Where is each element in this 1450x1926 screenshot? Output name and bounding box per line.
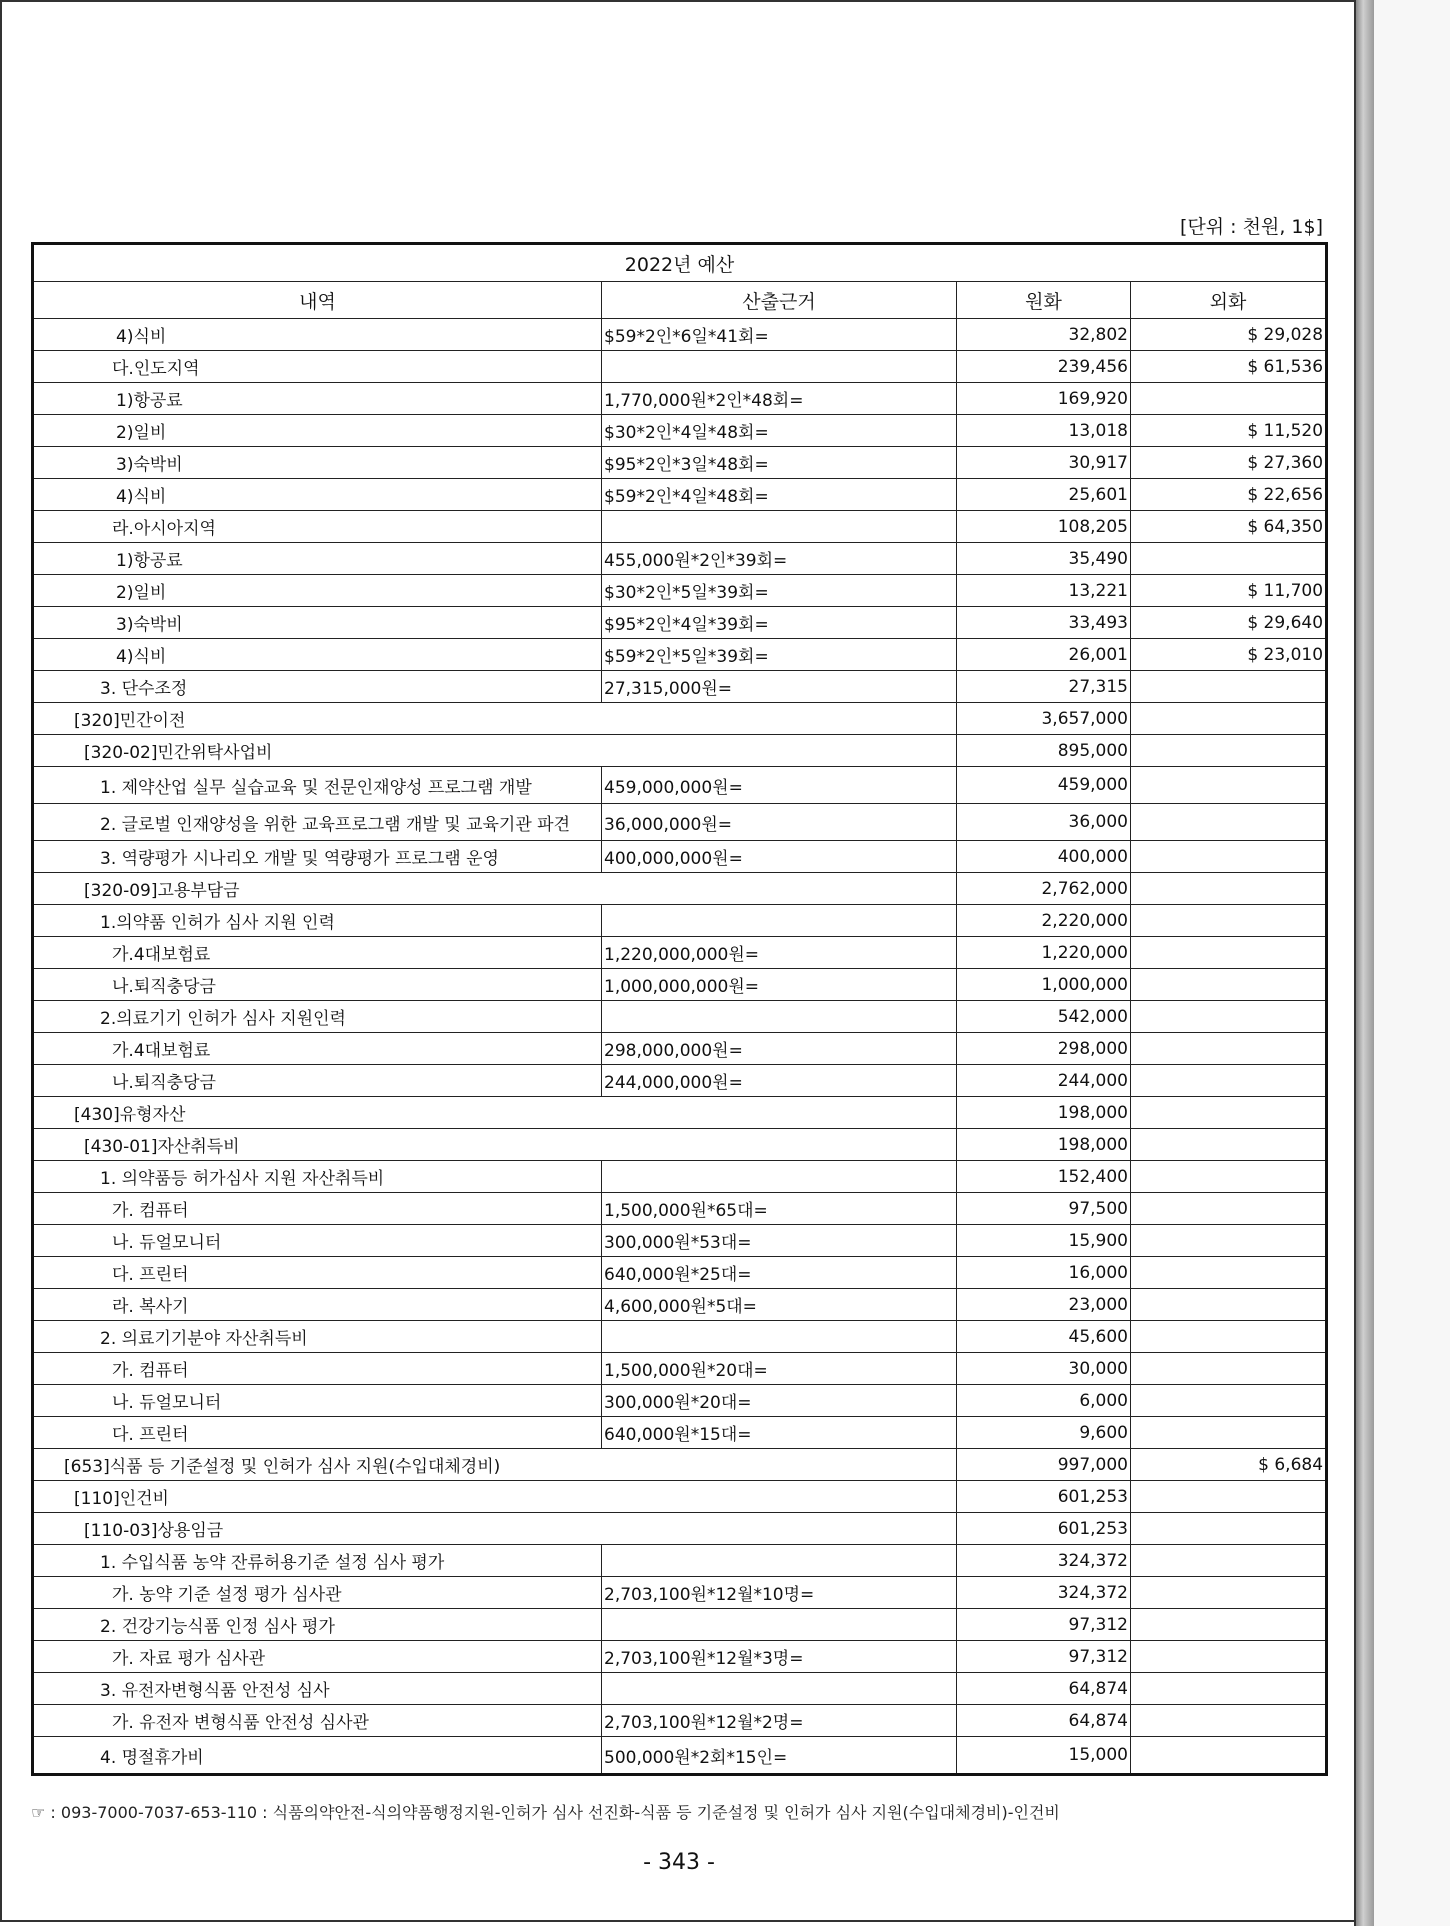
row-foreign-amount xyxy=(1131,1641,1327,1673)
row-foreign-amount xyxy=(1131,1033,1327,1065)
row-foreign-amount: $ 61,536 xyxy=(1131,351,1327,383)
table-row xyxy=(33,1001,1327,1033)
row-foreign-amount xyxy=(1131,1065,1327,1097)
table-row xyxy=(33,1321,1327,1353)
row-description: 3. 역량평가 시나리오 개발 및 역량평가 프로그램 운영 xyxy=(33,841,602,873)
row-description: 3. 단수조정 xyxy=(33,671,602,703)
header-foreign: 외화 xyxy=(1131,282,1327,319)
row-foreign-amount: $ 6,684 xyxy=(1131,1449,1327,1481)
row-basis: 2,703,100원*12월*2명= xyxy=(602,1705,957,1737)
row-krw-amount: 400,000 xyxy=(957,841,1131,873)
row-description: 3)숙박비 xyxy=(33,447,602,479)
row-krw-amount: 198,000 xyxy=(957,1129,1131,1161)
row-foreign-amount xyxy=(1131,1321,1327,1353)
row-foreign-amount xyxy=(1131,703,1327,735)
table-row xyxy=(33,639,1327,671)
table-row xyxy=(33,1129,1327,1161)
table-body xyxy=(33,319,1327,1775)
row-foreign-amount xyxy=(1131,804,1327,841)
table-row xyxy=(33,1257,1327,1289)
row-krw-amount: 2,220,000 xyxy=(957,905,1131,937)
row-description: [110-03]상용임금 xyxy=(33,1513,957,1545)
row-description: 가.4대보험료 xyxy=(33,1033,602,1065)
table-row xyxy=(33,575,1327,607)
table-row xyxy=(33,319,1327,351)
row-foreign-amount xyxy=(1131,1545,1327,1577)
table-row xyxy=(33,1289,1327,1321)
row-krw-amount: 108,205 xyxy=(957,511,1131,543)
row-krw-amount: 13,221 xyxy=(957,575,1131,607)
row-basis: 455,000원*2인*39회= xyxy=(602,543,957,575)
row-foreign-amount xyxy=(1131,1225,1327,1257)
row-krw-amount: 6,000 xyxy=(957,1385,1131,1417)
unit-label: [단위 : 천원, 1$] xyxy=(1180,216,1323,238)
header-krw: 원화 xyxy=(957,282,1131,319)
row-description: [320-02]민간위탁사업비 xyxy=(33,735,957,767)
table-row xyxy=(33,1513,1327,1545)
row-foreign-amount xyxy=(1131,873,1327,905)
row-basis: 244,000,000원= xyxy=(602,1065,957,1097)
row-krw-amount: 198,000 xyxy=(957,1097,1131,1129)
row-foreign-amount xyxy=(1131,969,1327,1001)
row-foreign-amount xyxy=(1131,1609,1327,1641)
table-row xyxy=(33,1353,1327,1385)
table-row xyxy=(33,937,1327,969)
row-foreign-amount xyxy=(1131,1161,1327,1193)
row-basis xyxy=(602,1673,957,1705)
row-description: 1)항공료 xyxy=(33,383,602,415)
row-basis: $59*2인*4일*48회= xyxy=(602,479,957,511)
table-row xyxy=(33,543,1327,575)
row-krw-amount: 9,600 xyxy=(957,1417,1131,1449)
row-foreign-amount xyxy=(1131,1353,1327,1385)
row-description: 라.아시아지역 xyxy=(33,511,602,543)
row-foreign-amount xyxy=(1131,1417,1327,1449)
row-description: 2)일비 xyxy=(33,415,602,447)
row-description: 4)식비 xyxy=(33,319,602,351)
table-row xyxy=(33,703,1327,735)
row-krw-amount: 2,762,000 xyxy=(957,873,1131,905)
table-row xyxy=(33,767,1327,804)
row-krw-amount: 3,657,000 xyxy=(957,703,1131,735)
row-krw-amount: 13,018 xyxy=(957,415,1131,447)
row-basis xyxy=(602,1545,957,1577)
table-row xyxy=(33,1705,1327,1737)
row-basis: 4,600,000원*5대= xyxy=(602,1289,957,1321)
row-basis: $95*2인*3일*48회= xyxy=(602,447,957,479)
table-row xyxy=(33,1065,1327,1097)
row-krw-amount: 15,000 xyxy=(957,1737,1131,1775)
row-foreign-amount xyxy=(1131,767,1327,804)
row-description: [430-01]자산취득비 xyxy=(33,1129,957,1161)
row-krw-amount: 30,917 xyxy=(957,447,1131,479)
row-description: 다.인도지역 xyxy=(33,351,602,383)
row-krw-amount: 97,312 xyxy=(957,1609,1131,1641)
row-foreign-amount: $ 11,700 xyxy=(1131,575,1327,607)
row-description: 가. 자료 평가 심사관 xyxy=(33,1641,602,1673)
row-basis: 400,000,000원= xyxy=(602,841,957,873)
row-basis: 1,500,000원*20대= xyxy=(602,1353,957,1385)
row-basis xyxy=(602,1001,957,1033)
row-description: 4)식비 xyxy=(33,639,602,671)
table-row xyxy=(33,447,1327,479)
table-row xyxy=(33,1577,1327,1609)
row-basis: 500,000원*2회*15인= xyxy=(602,1737,957,1775)
row-description: 1)항공료 xyxy=(33,543,602,575)
row-description: 2.의료기기 인허가 심사 지원인력 xyxy=(33,1001,602,1033)
row-description: 1.의약품 인허가 심사 지원 인력 xyxy=(33,905,602,937)
row-basis: 298,000,000원= xyxy=(602,1033,957,1065)
row-foreign-amount xyxy=(1131,1193,1327,1225)
account-code-note: ☞ : 093-7000-7037-653-110 : 식품의약안전-식의약품행정지원-인허가 심사 선진화-식품 등 기준설정 및 인허가 심사 지원(수입대체경비)-인건비 xyxy=(31,1803,1060,1822)
row-description: 가. 컴퓨터 xyxy=(33,1353,602,1385)
row-basis: 1,000,000,000원= xyxy=(602,969,957,1001)
row-krw-amount: 601,253 xyxy=(957,1513,1131,1545)
row-description: 나. 듀얼모니터 xyxy=(33,1225,602,1257)
row-basis: $59*2인*5일*39회= xyxy=(602,639,957,671)
row-krw-amount: 45,600 xyxy=(957,1321,1131,1353)
table-row xyxy=(33,873,1327,905)
row-foreign-amount xyxy=(1131,1481,1327,1513)
header-basis: 산출근거 xyxy=(602,282,957,319)
table-row xyxy=(33,1417,1327,1449)
row-foreign-amount: $ 11,520 xyxy=(1131,415,1327,447)
table-row xyxy=(33,905,1327,937)
row-basis xyxy=(602,1609,957,1641)
row-description: 다. 프린터 xyxy=(33,1257,602,1289)
row-foreign-amount xyxy=(1131,1577,1327,1609)
row-basis: 36,000,000원= xyxy=(602,804,957,841)
row-basis: 300,000원*53대= xyxy=(602,1225,957,1257)
table-row xyxy=(33,671,1327,703)
row-krw-amount: 32,802 xyxy=(957,319,1131,351)
table-row xyxy=(33,351,1327,383)
table-row xyxy=(33,804,1327,841)
table-row xyxy=(33,479,1327,511)
row-krw-amount: 895,000 xyxy=(957,735,1131,767)
row-description: 가. 유전자 변형식품 안전성 심사관 xyxy=(33,1705,602,1737)
table-row xyxy=(33,1193,1327,1225)
table-row xyxy=(33,1449,1327,1481)
row-description: 3)숙박비 xyxy=(33,607,602,639)
table-row xyxy=(33,1225,1327,1257)
row-basis: $59*2인*6일*41회= xyxy=(602,319,957,351)
row-description: 1. 의약품등 허가심사 지원 자산취득비 xyxy=(33,1161,602,1193)
row-krw-amount: 25,601 xyxy=(957,479,1131,511)
row-krw-amount: 997,000 xyxy=(957,1449,1131,1481)
row-basis: $30*2인*4일*48회= xyxy=(602,415,957,447)
table-row xyxy=(33,1385,1327,1417)
table-row xyxy=(33,1641,1327,1673)
row-krw-amount: 97,312 xyxy=(957,1641,1131,1673)
row-basis: 27,315,000원= xyxy=(602,671,957,703)
row-description: [430]유형자산 xyxy=(33,1097,957,1129)
row-foreign-amount: $ 22,656 xyxy=(1131,479,1327,511)
row-foreign-amount: $ 23,010 xyxy=(1131,639,1327,671)
row-basis xyxy=(602,1321,957,1353)
row-description: 4)식비 xyxy=(33,479,602,511)
row-foreign-amount: $ 29,640 xyxy=(1131,607,1327,639)
row-foreign-amount xyxy=(1131,1289,1327,1321)
row-krw-amount: 601,253 xyxy=(957,1481,1131,1513)
row-description: [110]인건비 xyxy=(33,1481,957,1513)
row-foreign-amount xyxy=(1131,905,1327,937)
row-foreign-amount xyxy=(1131,671,1327,703)
row-foreign-amount xyxy=(1131,1705,1327,1737)
row-krw-amount: 16,000 xyxy=(957,1257,1131,1289)
row-foreign-amount xyxy=(1131,937,1327,969)
row-description: 2. 글로벌 인재양성을 위한 교육프로그램 개발 및 교육기관 파견 xyxy=(33,804,602,841)
row-basis xyxy=(602,1161,957,1193)
table-row xyxy=(33,969,1327,1001)
row-basis: 640,000원*25대= xyxy=(602,1257,957,1289)
row-basis: 640,000원*15대= xyxy=(602,1417,957,1449)
row-description: 가. 농약 기준 설정 평가 심사관 xyxy=(33,1577,602,1609)
row-krw-amount: 36,000 xyxy=(957,804,1131,841)
row-foreign-amount xyxy=(1131,1737,1327,1775)
row-basis: 2,703,100원*12월*3명= xyxy=(602,1641,957,1673)
row-krw-amount: 15,900 xyxy=(957,1225,1131,1257)
row-krw-amount: 239,456 xyxy=(957,351,1131,383)
table-row xyxy=(33,1545,1327,1577)
table-row xyxy=(33,1737,1327,1775)
row-foreign-amount xyxy=(1131,383,1327,415)
table-title: 2022년 예산 xyxy=(33,244,1327,282)
row-foreign-amount xyxy=(1131,1129,1327,1161)
table-row xyxy=(33,415,1327,447)
row-foreign-amount xyxy=(1131,735,1327,767)
row-description: [320-09]고용부담금 xyxy=(33,873,957,905)
row-krw-amount: 169,920 xyxy=(957,383,1131,415)
row-basis: 300,000원*20대= xyxy=(602,1385,957,1417)
row-description: [653]식품 등 기준설정 및 인허가 심사 지원(수입대체경비) xyxy=(33,1449,957,1481)
row-foreign-amount xyxy=(1131,1097,1327,1129)
row-description: 나.퇴직충당금 xyxy=(33,969,602,1001)
row-krw-amount: 35,490 xyxy=(957,543,1131,575)
table-row xyxy=(33,383,1327,415)
row-krw-amount: 1,000,000 xyxy=(957,969,1131,1001)
table-row xyxy=(33,1673,1327,1705)
row-foreign-amount: $ 29,028 xyxy=(1131,319,1327,351)
row-basis: 1,220,000,000원= xyxy=(602,937,957,969)
row-description: 가. 컴퓨터 xyxy=(33,1193,602,1225)
row-basis: 2,703,100원*12월*10명= xyxy=(602,1577,957,1609)
table-row xyxy=(33,511,1327,543)
table-row xyxy=(33,607,1327,639)
row-basis: 1,500,000원*65대= xyxy=(602,1193,957,1225)
row-description: 나.퇴직충당금 xyxy=(33,1065,602,1097)
row-krw-amount: 324,372 xyxy=(957,1577,1131,1609)
background-margin xyxy=(1372,0,1450,1926)
row-krw-amount: 27,315 xyxy=(957,671,1131,703)
row-krw-amount: 23,000 xyxy=(957,1289,1131,1321)
row-foreign-amount xyxy=(1131,543,1327,575)
row-krw-amount: 324,372 xyxy=(957,1545,1131,1577)
row-basis xyxy=(602,351,957,383)
row-krw-amount: 244,000 xyxy=(957,1065,1131,1097)
row-krw-amount: 26,001 xyxy=(957,639,1131,671)
budget-table xyxy=(31,242,1328,1776)
row-foreign-amount xyxy=(1131,1001,1327,1033)
row-description: 2. 건강기능식품 인정 심사 평가 xyxy=(33,1609,602,1641)
row-basis: 459,000,000원= xyxy=(602,767,957,804)
table-row xyxy=(33,735,1327,767)
row-description: 3. 유전자변형식품 안전성 심사 xyxy=(33,1673,602,1705)
row-krw-amount: 64,874 xyxy=(957,1673,1131,1705)
header-description: 내역 xyxy=(33,282,602,319)
row-description: 4. 명절휴가비 xyxy=(33,1737,602,1775)
row-description: 1. 수입식품 농약 잔류허용기준 설정 심사 평가 xyxy=(33,1545,602,1577)
row-foreign-amount: $ 27,360 xyxy=(1131,447,1327,479)
row-foreign-amount xyxy=(1131,1673,1327,1705)
row-krw-amount: 542,000 xyxy=(957,1001,1131,1033)
row-foreign-amount xyxy=(1131,1513,1327,1545)
row-krw-amount: 30,000 xyxy=(957,1353,1131,1385)
row-krw-amount: 152,400 xyxy=(957,1161,1131,1193)
row-description: 나. 듀얼모니터 xyxy=(33,1385,602,1417)
table-row xyxy=(33,1481,1327,1513)
table-row xyxy=(33,1033,1327,1065)
row-foreign-amount: $ 64,350 xyxy=(1131,511,1327,543)
row-basis xyxy=(602,511,957,543)
row-krw-amount: 298,000 xyxy=(957,1033,1131,1065)
row-basis: $30*2인*5일*39회= xyxy=(602,575,957,607)
table-row xyxy=(33,1609,1327,1641)
row-description: [320]민간이전 xyxy=(33,703,957,735)
row-krw-amount: 97,500 xyxy=(957,1193,1131,1225)
row-basis: $95*2인*4일*39회= xyxy=(602,607,957,639)
row-description: 2. 의료기기분야 자산취득비 xyxy=(33,1321,602,1353)
row-description: 가.4대보험료 xyxy=(33,937,602,969)
row-basis xyxy=(602,905,957,937)
row-description: 2)일비 xyxy=(33,575,602,607)
table-row xyxy=(33,841,1327,873)
page-edge-shadow xyxy=(1354,0,1374,1926)
page-number: - 343 - xyxy=(643,1850,715,1875)
row-description: 1. 제약산업 실무 실습교육 및 전문인재양성 프로그램 개발 xyxy=(33,767,602,804)
row-foreign-amount xyxy=(1131,1385,1327,1417)
row-description: 라. 복사기 xyxy=(33,1289,602,1321)
row-foreign-amount xyxy=(1131,1257,1327,1289)
row-foreign-amount xyxy=(1131,841,1327,873)
table-row xyxy=(33,1161,1327,1193)
row-description: 다. 프린터 xyxy=(33,1417,602,1449)
row-krw-amount: 459,000 xyxy=(957,767,1131,804)
row-krw-amount: 64,874 xyxy=(957,1705,1131,1737)
row-basis: 1,770,000원*2인*48회= xyxy=(602,383,957,415)
table-row xyxy=(33,1097,1327,1129)
row-krw-amount: 1,220,000 xyxy=(957,937,1131,969)
row-krw-amount: 33,493 xyxy=(957,607,1131,639)
